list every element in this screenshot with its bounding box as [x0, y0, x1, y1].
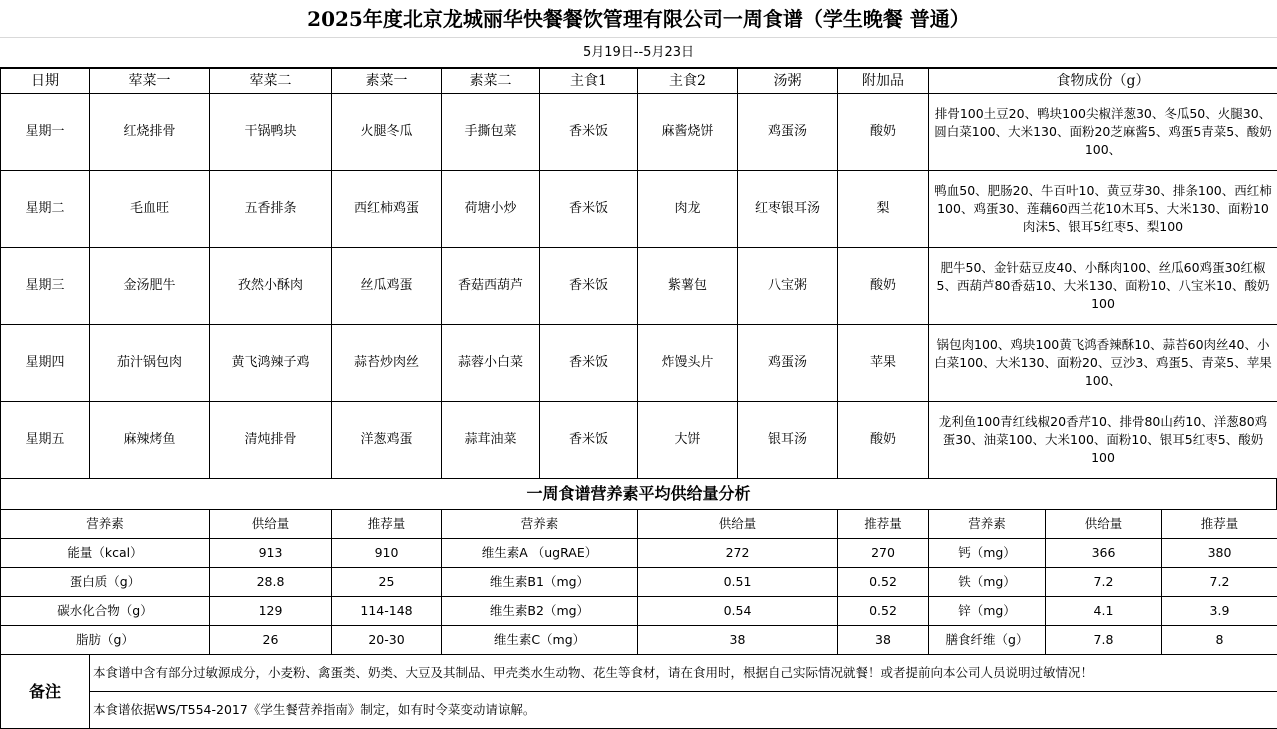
staple2-cell: 麻酱烧饼: [638, 94, 738, 171]
nutrient-name: 脂肪（g）: [1, 626, 210, 655]
supply-value: 7.8: [1046, 626, 1162, 655]
recommended-value: 0.52: [838, 568, 929, 597]
supply-header: 供给量: [638, 510, 838, 539]
nutrition-row: [1, 626, 1277, 655]
meat2-cell: 孜然小酥肉: [210, 248, 332, 325]
day-cell: 星期四: [1, 325, 90, 402]
recommended-value: 8: [1162, 626, 1277, 655]
nutrient-name: 维生素C（mg）: [442, 626, 638, 655]
veg1-cell: 丝瓜鸡蛋: [332, 248, 442, 325]
meat2-cell: 五香排条: [210, 171, 332, 248]
ingredients-cell: 鸭血50、肥肠20、牛百叶10、黄豆芽30、排条100、西红柿100、鸡蛋30、莲藕60西兰花10木耳5、大米130、面粉10肉沫5、银耳5红枣5、梨100: [929, 171, 1277, 248]
staple2-cell: 肉龙: [638, 171, 738, 248]
header-meat1: 荤菜一: [90, 69, 210, 94]
header-extra: 附加品: [838, 69, 929, 94]
soup-cell: 鸡蛋汤: [738, 94, 838, 171]
supply-value: 4.1: [1046, 597, 1162, 626]
nutrient-name: 维生素A （ugRAE）: [442, 539, 638, 568]
extra-cell: 酸奶: [838, 248, 929, 325]
staple1-cell: 香米饭: [540, 171, 638, 248]
header-staple2: 主食2: [638, 69, 738, 94]
recommended-value: 38: [838, 626, 929, 655]
recommended-value: 7.2: [1162, 568, 1277, 597]
nutrition-row: [1, 597, 1277, 626]
recommended-header: 推荐量: [1162, 510, 1277, 539]
recommended-value: 380: [1162, 539, 1277, 568]
header-staple1: 主食1: [540, 69, 638, 94]
supply-value: 38: [638, 626, 838, 655]
supply-header: 供给量: [210, 510, 332, 539]
ingredients-cell: 龙利鱼100青红线椒20香芹10、排骨80山药10、洋葱80鸡蛋30、油菜100、大米100、面粉10、银耳5红枣5、酸奶100: [929, 402, 1277, 479]
menu-row-friday: [1, 402, 1277, 479]
nutrient-name: 钙（mg）: [929, 539, 1046, 568]
soup-cell: 红枣银耳汤: [738, 171, 838, 248]
veg2-cell: 荷塘小炒: [442, 171, 540, 248]
notes-table: [0, 654, 1277, 729]
day-cell: 星期二: [1, 171, 90, 248]
supply-value: 26: [210, 626, 332, 655]
recommended-value: 0.52: [838, 597, 929, 626]
recommended-value: 114-148: [332, 597, 442, 626]
supply-header: 供给量: [1046, 510, 1162, 539]
recommended-value: 910: [332, 539, 442, 568]
nutrition-section-title: 一周食谱营养素平均供给量分析: [0, 479, 1277, 509]
nutrient-name: 维生素B1（mg）: [442, 568, 638, 597]
menu-row-wednesday: [1, 248, 1277, 325]
veg1-cell: 西红柿鸡蛋: [332, 171, 442, 248]
notes-label: 备注: [1, 655, 90, 729]
supply-value: 366: [1046, 539, 1162, 568]
staple1-cell: 香米饭: [540, 325, 638, 402]
staple2-cell: 炸馒头片: [638, 325, 738, 402]
veg1-cell: 蒜苔炒肉丝: [332, 325, 442, 402]
meat1-cell: 红烧排骨: [90, 94, 210, 171]
veg1-cell: 洋葱鸡蛋: [332, 402, 442, 479]
veg2-cell: 蒜茸油菜: [442, 402, 540, 479]
supply-value: 129: [210, 597, 332, 626]
nutrient-name: 维生素B2（mg）: [442, 597, 638, 626]
nutrition-row: [1, 568, 1277, 597]
recommended-value: 20-30: [332, 626, 442, 655]
nutrient-name: 膳食纤维（g）: [929, 626, 1046, 655]
recommended-value: 270: [838, 539, 929, 568]
meat1-cell: 麻辣烤鱼: [90, 402, 210, 479]
nutrient-name: 碳水化合物（g）: [1, 597, 210, 626]
nutrient-header: 营养素: [1, 510, 210, 539]
staple2-cell: 紫薯包: [638, 248, 738, 325]
nutrient-name: 铁（mg）: [929, 568, 1046, 597]
date-range: 5月19日--5月23日: [0, 38, 1277, 68]
veg2-cell: 手撕包菜: [442, 94, 540, 171]
nutrient-name: 锌（mg）: [929, 597, 1046, 626]
allergen-note: 本食谱中含有部分过敏源成分，小麦粉、禽蛋类、奶类、大豆及其制品、甲壳类水生动物、花生等食材，请在食用时，根据自己实际情况就餐！或者提前向本公司人员说明过敏情况！: [90, 655, 1277, 692]
extra-cell: 酸奶: [838, 94, 929, 171]
nutrition-table: [0, 509, 1277, 655]
day-cell: 星期三: [1, 248, 90, 325]
nutrient-header: 营养素: [929, 510, 1046, 539]
veg2-cell: 蒜蓉小白菜: [442, 325, 540, 402]
meat1-cell: 茄汁锅包肉: [90, 325, 210, 402]
supply-value: 0.51: [638, 568, 838, 597]
meat2-cell: 黄飞鸿辣子鸡: [210, 325, 332, 402]
notes-row: [1, 692, 1277, 729]
meat2-cell: 干锅鸭块: [210, 94, 332, 171]
meat1-cell: 毛血旺: [90, 171, 210, 248]
page-title: 2025年度北京龙城丽华快餐餐饮管理有限公司一周食谱（学生晚餐 普通）: [0, 0, 1277, 38]
day-cell: 星期一: [1, 94, 90, 171]
menu-row-tuesday: [1, 171, 1277, 248]
header-veg2: 素菜二: [442, 69, 540, 94]
recommended-value: 3.9: [1162, 597, 1277, 626]
soup-cell: 银耳汤: [738, 402, 838, 479]
soup-cell: 八宝粥: [738, 248, 838, 325]
header-ingredients: 食物成份（g）: [929, 69, 1277, 94]
ingredients-cell: 肥牛50、金针菇豆皮40、小酥肉100、丝瓜60鸡蛋30红椒5、西葫芦80香菇10、大米130、面粉10、八宝米10、酸奶100: [929, 248, 1277, 325]
veg2-cell: 香菇西葫芦: [442, 248, 540, 325]
supply-value: 28.8: [210, 568, 332, 597]
extra-cell: 苹果: [838, 325, 929, 402]
soup-cell: 鸡蛋汤: [738, 325, 838, 402]
supply-value: 272: [638, 539, 838, 568]
staple1-cell: 香米饭: [540, 94, 638, 171]
staple1-cell: 香米饭: [540, 402, 638, 479]
meat1-cell: 金汤肥牛: [90, 248, 210, 325]
staple1-cell: 香米饭: [540, 248, 638, 325]
nutrient-header: 营养素: [442, 510, 638, 539]
weekly-menu-table: [0, 68, 1277, 479]
menu-row-monday: [1, 94, 1277, 171]
nutrition-header-row: [1, 510, 1277, 539]
guideline-note: 本食谱依据WS/T554-2017《学生餐营养指南》制定，如有时令菜变动请谅解。: [90, 692, 1277, 729]
staple2-cell: 大饼: [638, 402, 738, 479]
nutrition-row: [1, 539, 1277, 568]
day-cell: 星期五: [1, 402, 90, 479]
ingredients-cell: 排骨100土豆20、鸭块100尖椒洋葱30、冬瓜50、火腿30、圆白菜100、大米130、面粉20芝麻酱5、鸡蛋5青菜5、酸奶100、: [929, 94, 1277, 171]
notes-row: [1, 655, 1277, 692]
extra-cell: 酸奶: [838, 402, 929, 479]
recommended-value: 25: [332, 568, 442, 597]
nutrient-name: 能量（kcal）: [1, 539, 210, 568]
recommended-header: 推荐量: [838, 510, 929, 539]
menu-header-row: [1, 69, 1277, 94]
header-veg1: 素菜一: [332, 69, 442, 94]
ingredients-cell: 锅包肉100、鸡块100黄飞鸿香辣酥10、蒜苔60肉丝40、小白菜100、大米130、面粉20、豆沙3、鸡蛋5、青菜5、苹果100、: [929, 325, 1277, 402]
menu-row-thursday: [1, 325, 1277, 402]
veg1-cell: 火腿冬瓜: [332, 94, 442, 171]
recommended-header: 推荐量: [332, 510, 442, 539]
supply-value: 0.54: [638, 597, 838, 626]
supply-value: 7.2: [1046, 568, 1162, 597]
header-meat2: 荤菜二: [210, 69, 332, 94]
nutrient-name: 蛋白质（g）: [1, 568, 210, 597]
supply-value: 913: [210, 539, 332, 568]
header-soup: 汤粥: [738, 69, 838, 94]
header-date: 日期: [1, 69, 90, 94]
extra-cell: 梨: [838, 171, 929, 248]
meat2-cell: 清炖排骨: [210, 402, 332, 479]
